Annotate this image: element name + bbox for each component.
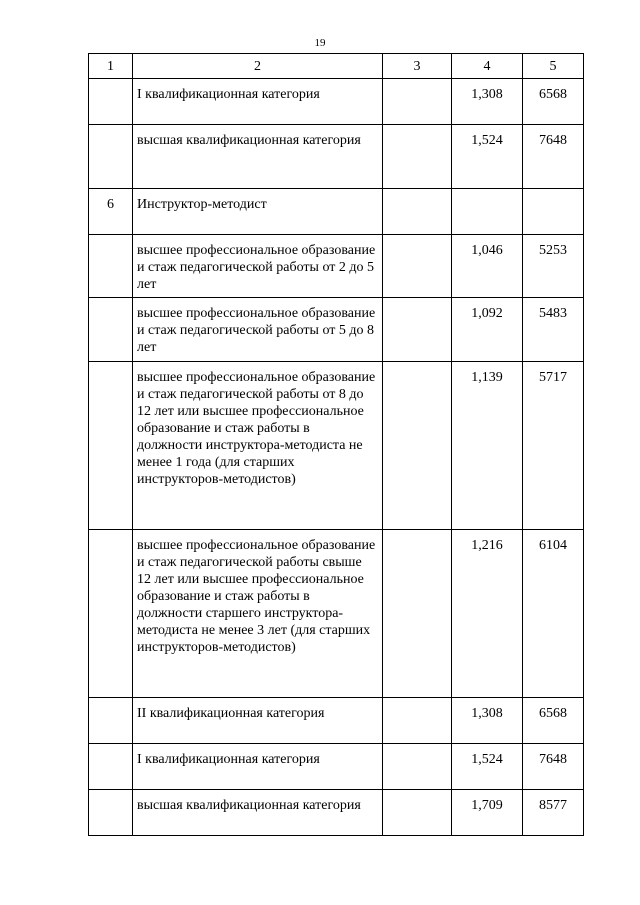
table-row	[89, 235, 584, 298]
row-amount-cell: 7648	[523, 125, 584, 189]
row-coefficient-cell: 1,308	[452, 698, 523, 744]
table-row	[89, 125, 584, 189]
page-number: 19	[314, 37, 326, 49]
table-row	[89, 744, 584, 790]
table-row	[89, 698, 584, 744]
row-description-cell: высшее профессиональное образование и стаж педагогической работы от 8 до 12 лет или высшее профессиональное образование и стаж работы в должности инструктора-методиста не менее 1 года (для старших инструкторов-методистов)	[133, 362, 383, 530]
table-row	[89, 362, 584, 530]
table-row	[89, 790, 584, 836]
table-header-row	[89, 54, 584, 79]
row-amount-cell: 7648	[523, 744, 584, 790]
row-number-cell	[89, 125, 133, 189]
row-col3-cell	[383, 79, 452, 125]
row-col3-cell	[383, 698, 452, 744]
row-number-cell	[89, 698, 133, 744]
row-amount-cell	[523, 189, 584, 235]
header-col-2: 2	[133, 54, 383, 79]
row-number-cell	[89, 235, 133, 298]
salary-table	[88, 53, 584, 836]
row-description-cell: I квалификационная категория	[133, 79, 383, 125]
row-number-cell	[89, 530, 133, 698]
row-number-cell	[89, 79, 133, 125]
row-amount-cell: 5253	[523, 235, 584, 298]
row-description-cell: II квалификационная категория	[133, 698, 383, 744]
row-coefficient-cell: 1,308	[452, 79, 523, 125]
row-col3-cell	[383, 125, 452, 189]
row-description-cell: высшая квалификационная категория	[133, 125, 383, 189]
row-description-cell: высшее профессиональное образование и стаж педагогической работы от 2 до 5 лет	[133, 235, 383, 298]
table-row	[89, 530, 584, 698]
row-col3-cell	[383, 790, 452, 836]
row-amount-cell: 5483	[523, 298, 584, 362]
row-description-cell: Инструктор-методист	[133, 189, 383, 235]
row-amount-cell: 6104	[523, 530, 584, 698]
header-col-1: 1	[89, 54, 133, 79]
row-amount-cell: 5717	[523, 362, 584, 530]
header-col-4: 4	[452, 54, 523, 79]
table-row	[89, 298, 584, 362]
row-amount-cell: 8577	[523, 790, 584, 836]
row-coefficient-cell: 1,524	[452, 744, 523, 790]
row-coefficient-cell: 1,046	[452, 235, 523, 298]
header-col-5: 5	[523, 54, 584, 79]
row-col3-cell	[383, 530, 452, 698]
header-col-3: 3	[383, 54, 452, 79]
row-amount-cell: 6568	[523, 698, 584, 744]
row-coefficient-cell: 1,709	[452, 790, 523, 836]
row-coefficient-cell: 1,092	[452, 298, 523, 362]
row-col3-cell	[383, 298, 452, 362]
row-number-cell	[89, 744, 133, 790]
row-coefficient-cell	[452, 189, 523, 235]
row-coefficient-cell: 1,216	[452, 530, 523, 698]
row-col3-cell	[383, 189, 452, 235]
row-number-cell	[89, 362, 133, 530]
row-number-cell	[89, 298, 133, 362]
row-col3-cell	[383, 362, 452, 530]
row-col3-cell	[383, 235, 452, 298]
table-row	[89, 189, 584, 235]
row-amount-cell: 6568	[523, 79, 584, 125]
row-description-cell: высшее профессиональное образование и стаж педагогической работы от 5 до 8 лет	[133, 298, 383, 362]
row-description-cell: I квалификационная категория	[133, 744, 383, 790]
row-coefficient-cell: 1,139	[452, 362, 523, 530]
row-description-cell: высшее профессиональное образование и стаж педагогической работы свыше 12 лет или высшее профессиональное образование и стаж работы в должности старшего инструктора-методиста не менее 3 лет (для старших инструкторов-методистов)	[133, 530, 383, 698]
row-coefficient-cell: 1,524	[452, 125, 523, 189]
table-row	[89, 79, 584, 125]
row-number-cell	[89, 790, 133, 836]
row-number-cell: 6	[89, 189, 133, 235]
row-description-cell: высшая квалификационная категория	[133, 790, 383, 836]
row-col3-cell	[383, 744, 452, 790]
